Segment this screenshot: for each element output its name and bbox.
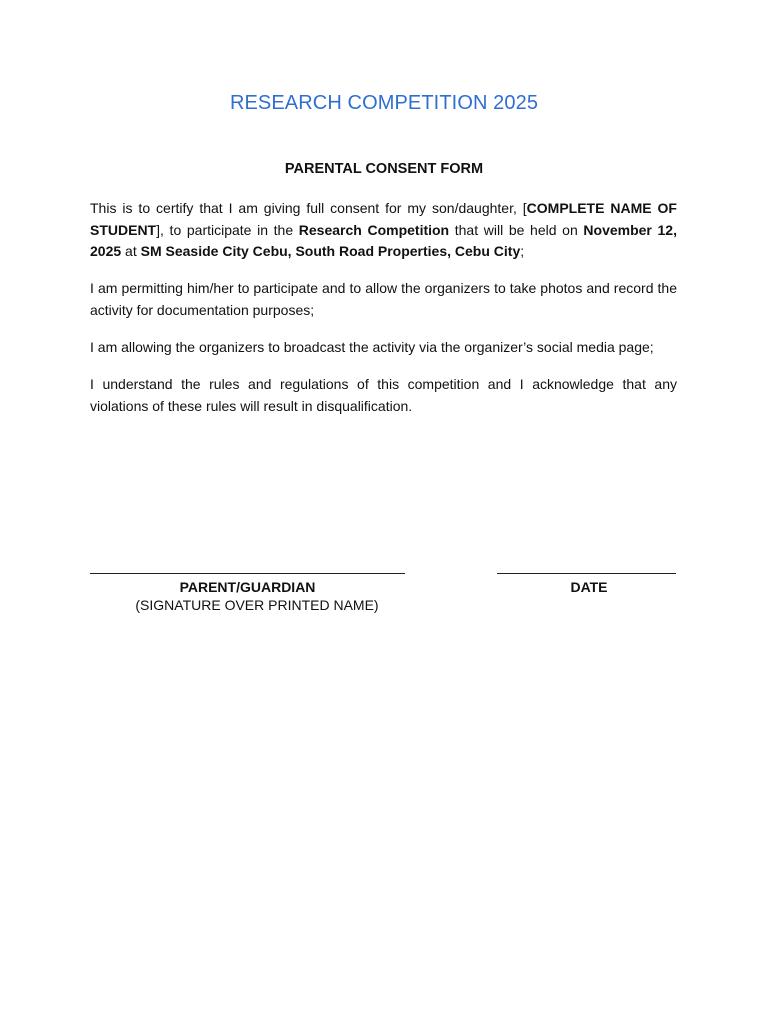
parent-signature-line — [90, 573, 405, 574]
text-segment: ; — [520, 243, 525, 260]
student-name-placeholder: COMPLETE NAME OF STUDENT — [90, 200, 677, 238]
broadcast-permission-paragraph: I am allowing the organizers to broadcast the activity via the organizer’s social media page; — [90, 339, 654, 356]
form-body — [90, 198, 677, 433]
signature-instruction: (SIGNATURE OVER PRINTED NAME) — [135, 597, 379, 613]
form-title: PARENTAL CONSENT FORM — [284, 161, 484, 177]
event-name: Research Competition — [298, 221, 450, 238]
event-venue: SM Seaside City Cebu, South Road Properties, Cebu City — [140, 243, 521, 260]
date-signature-line — [497, 573, 676, 574]
consent-paragraph — [90, 198, 677, 263]
text-segment: at — [121, 243, 141, 260]
document-title: RESEARCH COMPETITION 2025 — [229, 92, 539, 114]
text-segment: ], to participate in the — [156, 221, 299, 238]
text-segment: This is to certify that I am giving full consent for my son/daughter, [ — [90, 200, 527, 216]
parent-guardian-label: PARENT/GUARDIAN — [179, 579, 316, 595]
photo-permission-paragraph: I am permitting him/her to participate and to allow the organizers to take photos and record the activity for documentation purposes; — [90, 280, 677, 319]
event-date: November 12, 2025 — [90, 221, 677, 260]
text-segment: that will be held on — [449, 221, 584, 238]
date-label: DATE — [570, 579, 608, 595]
rules-acknowledgement-paragraph: I understand the rules and regulations of this competition and I acknowledge that any violations of these rules will result in disqualification. — [90, 376, 677, 414]
